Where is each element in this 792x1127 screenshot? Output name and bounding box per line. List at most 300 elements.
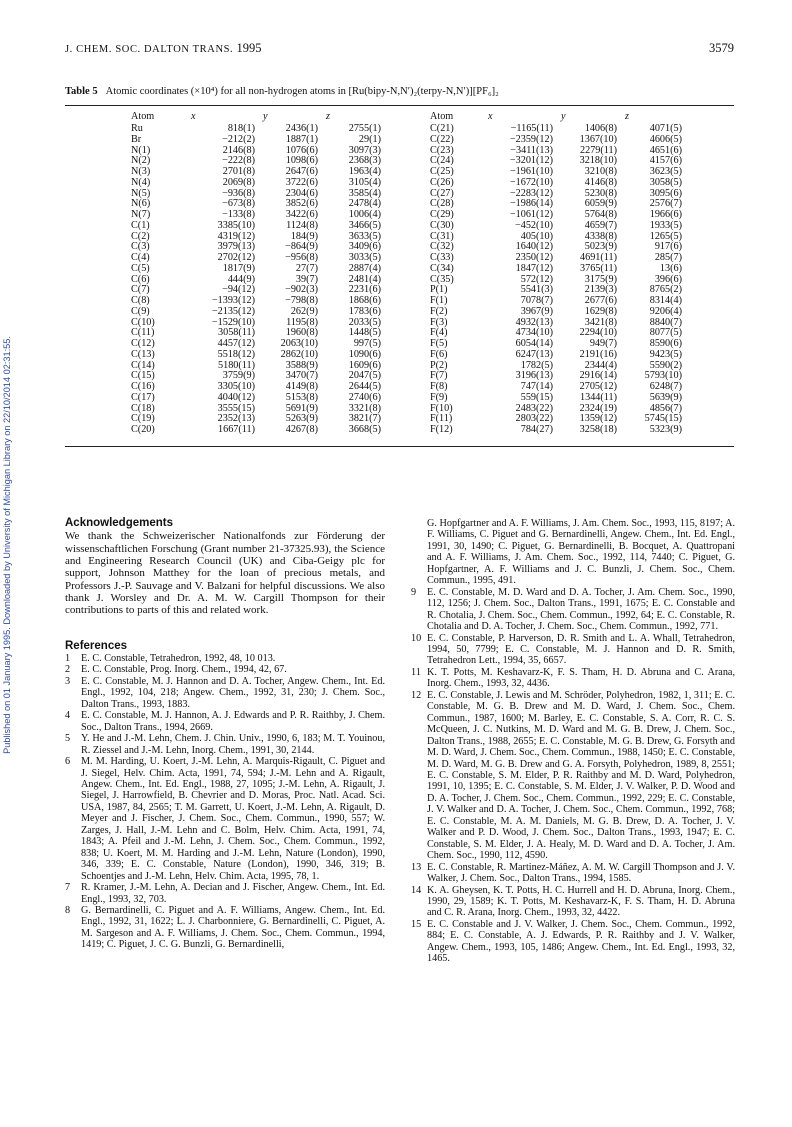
left-column <box>65 518 385 951</box>
y-coordinate: 4338(8) <box>584 230 617 242</box>
y-coordinate: −956(8) <box>285 252 318 263</box>
table-row <box>430 339 682 350</box>
reference-item <box>65 756 385 882</box>
reference-number: 2 <box>65 664 71 676</box>
table-row <box>430 189 682 200</box>
col-header-y: y <box>561 111 566 122</box>
table-row <box>131 318 381 329</box>
coordinates-table-right <box>430 110 682 436</box>
reference-number: 5 <box>65 733 71 745</box>
reference-number: 4 <box>65 710 71 722</box>
z-coordinate: 8077(5) <box>649 327 682 339</box>
y-coordinate: 1406(8) <box>584 123 617 134</box>
col-header-z: z <box>326 111 330 122</box>
table-row <box>131 339 381 350</box>
atom-label: N(3) <box>131 166 151 177</box>
table-row <box>430 178 682 189</box>
reference-text: R. Kramer, J.-M. Lehn, A. Decian and J. Fischer, Angew. Chem., Int. Ed. Engl., 1993, 32, 703. <box>81 882 385 905</box>
y-coordinate: 3422(6) <box>285 209 318 220</box>
x-coordinate: 818(1) <box>227 123 255 134</box>
atom-label: C(22) <box>430 133 454 145</box>
reference-text: G. Hopfgartner and A. F. Williams, J. Am. Chem. Soc., 1993, 115, 8197; A. F. Williams, C. Piguet and G. Bernardinelli, Angew. Chem., Int. Ed. Engl., 1991, 30, 1490; C. Piguet, G. Bernardinelli, B. Bocquet, A. Quattropani and A. F. Williams, J. Am. Chem. Soc., 1992, 114, 7440; C. Piguet, G. Hopfgartner, A. F. Williams and J. C. Bunzli, J. Chem. Soc., Chem. Commun., 1995, 491. <box>427 518 735 587</box>
table-row <box>131 232 381 243</box>
y-coordinate: 1124(8) <box>286 219 318 231</box>
x-coordinate: −94(12) <box>222 284 255 296</box>
x-coordinate: 1782(5) <box>520 359 553 371</box>
y-coordinate: 3765(11) <box>580 262 617 274</box>
z-coordinate: 4071(5) <box>649 123 682 134</box>
x-coordinate: 3058(11) <box>218 327 255 339</box>
table-row <box>131 167 381 178</box>
reference-item <box>65 882 385 905</box>
y-coordinate: 5153(8) <box>285 391 318 403</box>
z-coordinate: 5639(9) <box>649 391 682 403</box>
col-header-z: z <box>625 111 629 122</box>
reference-item <box>411 667 735 690</box>
table-row <box>430 156 682 167</box>
x-coordinate: 4040(12) <box>217 391 255 403</box>
col-header-x: x <box>488 111 493 122</box>
z-coordinate: 9206(4) <box>649 305 682 317</box>
x-coordinate: −1529(10) <box>211 316 255 328</box>
x-coordinate: −1672(10) <box>509 176 553 188</box>
atom-label: Br <box>131 133 142 145</box>
z-coordinate: 2033(5) <box>348 316 381 328</box>
table-row <box>131 350 381 361</box>
y-coordinate: 2344(4) <box>584 359 617 371</box>
y-coordinate: 3852(6) <box>285 198 318 210</box>
reference-text: E. C. Constable, M. J. Hannon, A. J. Edwards and P. R. Raithby, J. Chem. Soc., Dalton Trans., 1994, 2669. <box>81 710 385 733</box>
x-coordinate: −452(10) <box>515 219 553 231</box>
table-row <box>131 124 381 135</box>
x-coordinate: −1986(14) <box>509 198 553 210</box>
table-row <box>131 146 381 157</box>
z-coordinate: 3466(5) <box>348 219 381 231</box>
x-coordinate: 3196(13) <box>515 370 553 382</box>
x-coordinate: 4457(12) <box>217 338 255 349</box>
table-row <box>430 425 682 436</box>
atom-label: C(33) <box>430 252 454 263</box>
atom-label: C(19) <box>131 413 155 425</box>
z-coordinate: 3633(5) <box>348 230 381 242</box>
z-coordinate: 2478(4) <box>348 198 381 210</box>
x-coordinate: −212(2) <box>222 133 255 145</box>
x-coordinate: 1817(9) <box>222 262 255 274</box>
atom-label: C(16) <box>131 381 155 392</box>
z-coordinate: 2644(5) <box>348 381 381 392</box>
z-coordinate: 4856(7) <box>649 402 682 414</box>
atom-label: C(12) <box>131 338 155 349</box>
y-coordinate: 3421(8) <box>584 316 617 328</box>
atom-label: C(20) <box>131 424 155 435</box>
reference-number: 10 <box>411 632 422 644</box>
x-coordinate: 1640(12) <box>515 241 553 253</box>
z-coordinate: 8590(6) <box>649 338 682 349</box>
reference-item <box>65 676 385 710</box>
table-row <box>430 371 682 382</box>
references-heading: References <box>65 639 128 652</box>
x-coordinate: 4932(13) <box>515 316 553 328</box>
atom-label: C(24) <box>430 155 454 167</box>
table-row <box>430 328 682 339</box>
z-coordinate: 3033(5) <box>348 252 381 263</box>
y-coordinate: 2139(3) <box>584 284 617 296</box>
references-list-right <box>411 518 735 965</box>
atom-label: F(8) <box>430 381 448 392</box>
z-coordinate: 4651(6) <box>649 144 682 156</box>
reference-item <box>411 690 735 862</box>
atom-label: C(29) <box>430 209 454 220</box>
atom-label: C(13) <box>131 348 155 360</box>
y-coordinate: 2304(6) <box>285 187 318 199</box>
z-coordinate: 2368(3) <box>348 155 381 167</box>
table-row <box>131 221 381 232</box>
right-column <box>411 518 735 965</box>
atom-label: C(11) <box>131 327 155 339</box>
z-coordinate: 3623(5) <box>649 166 682 177</box>
reference-item <box>411 518 735 587</box>
z-coordinate: 2755(1) <box>348 123 381 134</box>
table-row <box>131 178 381 189</box>
y-coordinate: 2677(6) <box>584 295 617 306</box>
reference-number: 8 <box>65 904 71 916</box>
atom-label: F(5) <box>430 338 448 349</box>
table-caption <box>65 86 745 97</box>
z-coordinate: 13(6) <box>659 262 682 274</box>
y-coordinate: 949(7) <box>589 338 617 349</box>
y-coordinate: 2647(6) <box>285 166 318 177</box>
x-coordinate: 2352(13) <box>217 413 255 425</box>
x-coordinate: 3759(9) <box>222 370 255 382</box>
reference-text: E. C. Constable, Prog. Inorg. Chem., 1994, 42, 67. <box>81 664 287 676</box>
table-row <box>131 242 381 253</box>
z-coordinate: 6248(7) <box>649 381 682 392</box>
table-row <box>430 146 682 157</box>
y-coordinate: 1359(12) <box>579 413 617 425</box>
reference-text: E. C. Constable, M. J. Hannon and D. A. Tocher, Angew. Chem., Int. Ed. Engl., 1992, 104, 218; Angew. Chem., 1992, 31, 230; J. Chem. Soc., Dalton Trans., 1993, 1883. <box>81 675 385 710</box>
atom-label: F(7) <box>430 370 448 382</box>
x-coordinate: 2803(22) <box>515 413 553 425</box>
y-coordinate: 1367(10) <box>579 133 617 145</box>
y-coordinate: 2916(14) <box>579 370 617 382</box>
atom-label: F(3) <box>430 316 448 328</box>
table-row <box>430 285 682 296</box>
x-coordinate: −2359(12) <box>509 133 553 145</box>
table-bottom-rule <box>65 446 734 447</box>
z-coordinate: 3058(5) <box>649 176 682 188</box>
reference-item <box>411 862 735 885</box>
reference-number: 9 <box>411 586 417 598</box>
reference-item <box>65 664 385 675</box>
reference-number: 12 <box>411 689 422 701</box>
table-row <box>131 307 381 318</box>
atom-label: C(25) <box>430 166 454 177</box>
download-notice-sidebar <box>0 40 14 1050</box>
page-number: 3579 <box>709 41 734 55</box>
atom-label: C(17) <box>131 391 155 403</box>
z-coordinate: 2231(6) <box>348 284 381 296</box>
x-coordinate: 3979(13) <box>217 241 255 253</box>
table-row <box>131 361 381 372</box>
atom-label: N(6) <box>131 198 151 210</box>
table-row <box>131 382 381 393</box>
table-row <box>131 425 381 436</box>
atom-label: C(1) <box>131 219 150 231</box>
z-coordinate: 29(1) <box>358 133 381 145</box>
x-coordinate: −1061(12) <box>509 209 553 220</box>
x-coordinate: 6247(13) <box>515 348 553 360</box>
reference-number: 15 <box>411 918 422 930</box>
z-coordinate: 917(6) <box>654 241 682 253</box>
atom-label: C(18) <box>131 402 155 414</box>
y-coordinate: 3210(8) <box>584 166 617 177</box>
reference-item <box>411 885 735 919</box>
y-coordinate: −864(9) <box>285 241 318 253</box>
reference-item <box>411 633 735 667</box>
atom-label: C(27) <box>430 187 454 199</box>
reference-item <box>65 905 385 951</box>
atom-label: C(6) <box>131 273 150 285</box>
reference-text: K. T. Potts, M. Keshavarz-K, F. S. Tham, H. D. Abruna and C. Arana, Inorg. Chem., 1993, 32, 4436. <box>427 666 735 690</box>
reference-text: E. C. Constable, Tetrahedron, 1992, 48, 10 013. <box>81 652 276 664</box>
atom-label: P(2) <box>430 359 448 371</box>
atom-label: C(4) <box>131 252 150 263</box>
table-caption-text: Atomic coordinates (×10⁴) for all non-hydrogen atoms in [Ru(bipy-N,N′)₂(terpy-N,N′)][PF₆]₂ <box>105 86 499 97</box>
y-coordinate: 1098(6) <box>285 155 318 167</box>
journal-year: 1995 <box>236 41 262 55</box>
y-coordinate: 262(9) <box>290 305 318 317</box>
atom-label: Ru <box>131 123 143 134</box>
table-row <box>430 242 682 253</box>
reference-item <box>65 653 385 664</box>
table-row <box>131 414 381 425</box>
table-row <box>131 199 381 210</box>
table-row <box>131 189 381 200</box>
table-row <box>131 404 381 415</box>
coordinates-table-left <box>131 110 381 436</box>
reference-number: 14 <box>411 884 422 896</box>
y-coordinate: 2436(1) <box>285 123 318 134</box>
y-coordinate: 2063(10) <box>280 338 318 349</box>
table-row <box>131 275 381 286</box>
y-coordinate: 3588(9) <box>285 359 318 371</box>
table-row <box>131 253 381 264</box>
reference-text: E. C. Constable and J. V. Walker, J. Chem. Soc., Chem. Commun., 1992, 884; E. C. Constable, A. J. Edwards, P. R. Raithby and J. V. Walker, Angew. Chem., 1993, 105, 1486; Angew. Chem., Int. Ed. Engl., 1993, 32, 1465. <box>427 918 735 965</box>
x-coordinate: −222(8) <box>222 155 255 167</box>
x-coordinate: 3555(15) <box>217 402 255 414</box>
y-coordinate: 5691(9) <box>285 402 318 414</box>
atom-label: F(11) <box>430 413 453 425</box>
z-coordinate: 1933(5) <box>649 219 682 231</box>
x-coordinate: 4319(12) <box>217 230 255 242</box>
atom-label: F(6) <box>430 348 448 360</box>
table-row <box>430 167 682 178</box>
z-coordinate: 1006(4) <box>348 209 381 220</box>
z-coordinate: 4157(6) <box>649 155 682 167</box>
atom-label: N(4) <box>131 176 151 188</box>
x-coordinate: 5518(12) <box>217 348 255 360</box>
y-coordinate: 4146(8) <box>584 176 617 188</box>
x-coordinate: −2283(12) <box>509 187 553 199</box>
x-coordinate: −673(8) <box>222 198 255 210</box>
y-coordinate: 4659(7) <box>584 219 617 231</box>
x-coordinate: −936(8) <box>222 187 255 199</box>
reference-item <box>411 919 735 965</box>
table-row <box>430 393 682 404</box>
x-coordinate: 7078(7) <box>520 295 553 306</box>
col-header-atom: Atom <box>131 111 155 122</box>
atom-label: F(1) <box>430 295 448 306</box>
table-row <box>430 296 682 307</box>
z-coordinate: 2047(5) <box>348 370 381 382</box>
x-coordinate: −1165(11) <box>510 123 553 134</box>
y-coordinate: 4149(8) <box>285 381 318 392</box>
atom-label: F(9) <box>430 391 448 403</box>
table-row <box>430 221 682 232</box>
y-coordinate: 2279(11) <box>580 144 617 156</box>
y-coordinate: 4691(11) <box>580 252 617 263</box>
y-coordinate: 1344(11) <box>580 391 617 403</box>
table-row <box>430 253 682 264</box>
x-coordinate: −1961(10) <box>509 166 553 177</box>
col-header-x: x <box>191 111 196 122</box>
x-coordinate: 405(10) <box>520 230 553 242</box>
download-notice-text: Published on 01 January 1995. Downloaded by University of Michigan Library on 22/10/2014 02:31:55. <box>2 336 12 754</box>
z-coordinate: 5745(15) <box>644 413 682 425</box>
x-coordinate: −2135(12) <box>211 305 255 317</box>
z-coordinate: 2740(6) <box>348 391 381 403</box>
z-coordinate: 3095(6) <box>649 187 682 199</box>
y-coordinate: 4267(8) <box>285 424 318 435</box>
z-coordinate: 1963(4) <box>348 166 381 177</box>
x-coordinate: 2483(22) <box>515 402 553 414</box>
x-coordinate: −3411(13) <box>510 144 553 156</box>
x-coordinate: 1847(12) <box>515 262 553 274</box>
running-header <box>65 41 734 57</box>
x-coordinate: 2146(8) <box>222 144 255 156</box>
journal-name: J. CHEM. SOC. DALTON TRANS. 1995 <box>65 41 262 55</box>
y-coordinate: 3722(6) <box>285 176 318 188</box>
atom-label: C(23) <box>430 144 454 156</box>
acknowledgements-heading: Acknowledgements <box>65 517 173 529</box>
z-coordinate: 2887(4) <box>348 262 381 274</box>
table-row <box>430 124 682 135</box>
x-coordinate: 3305(10) <box>217 381 255 392</box>
atom-label: C(3) <box>131 241 150 253</box>
x-coordinate: 2701(8) <box>222 166 255 177</box>
atom-label: N(7) <box>131 209 151 220</box>
x-coordinate: −133(8) <box>222 209 255 220</box>
y-coordinate: 2294(10) <box>579 327 617 339</box>
table-row <box>430 307 682 318</box>
z-coordinate: 8765(2) <box>649 284 682 296</box>
x-coordinate: 1667(11) <box>218 424 255 435</box>
y-coordinate: 2324(19) <box>579 402 617 414</box>
z-coordinate: 2576(7) <box>649 198 682 210</box>
reference-text: E. C. Constable, J. Lewis and M. Schröder, Polyhedron, 1982, 1, 311; E. C. Constable, M. G. B. Drew and M. D. Ward, J. Chem. Soc., Chem. Commun., 1987, 1600; M. Barley, E. C. Constable, S. A. Corr, R. C. S. McQueen, J. C. Nutkins, M. D. Ward and M. G. B. Drew, J. Chem. Soc., Dalton Trans., 1988, 2655; E. C. Constable, M. G. B. Drew, G. Forsyth and M. D. Ward, J. Chem. Soc., Chem. Commun., 1988, 1450; E. C. Constable, M. D. Ward, M. G. B. Drew and G. A. Forsyth, Polyhedron, 1989, 8, 2551; E. C. Constable, S. M. Elder, P. R. Raithby and M. D. Ward, Polyhedron, 1991, 10, 1395; E. C. Constable, S. M. Elder, J. V. Walker, P. D. Wood and D. A. Tocher, J. Chem. Soc., Chem. Commun., 1992, 229; E. C. Constable, J. V. Walker and D. A. Tocher, J. Chem. Soc., Chem. Commun., 1992, 768; E. C. Constable, M. A. M. Daniels, M. G. B. Drew, D. A. Tocher, J. V. Walker and P. D. Wood, J. Chem. Soc., Dalton Trans., 1993, 1947; E. C. Constable, S. M. Elder, J. A. Healy, M. D. Ward and D. A. Tocher, J. Am. Chem. Soc., 1990, 112, 4590. <box>427 689 735 862</box>
reference-number: 6 <box>65 756 71 768</box>
y-coordinate: 5230(8) <box>584 187 617 199</box>
table-row <box>131 328 381 339</box>
y-coordinate: 3470(7) <box>285 370 318 382</box>
y-coordinate: 2191(16) <box>579 348 617 360</box>
z-coordinate: 3585(4) <box>348 187 381 199</box>
table-row <box>430 199 682 210</box>
reference-item <box>65 710 385 733</box>
y-coordinate: 5263(9) <box>285 413 318 425</box>
y-coordinate: 6059(9) <box>584 198 617 210</box>
z-coordinate: 997(5) <box>353 338 381 349</box>
z-coordinate: 1966(6) <box>649 209 682 220</box>
reference-item <box>411 587 735 633</box>
y-coordinate: 2705(12) <box>579 381 617 392</box>
table-row <box>430 414 682 425</box>
atom-label: C(8) <box>131 295 150 306</box>
y-coordinate: 39(7) <box>295 273 318 285</box>
reference-item <box>65 733 385 756</box>
table-row <box>430 350 682 361</box>
table-row <box>131 371 381 382</box>
z-coordinate: 3668(5) <box>348 424 381 435</box>
atom-label: N(5) <box>131 187 151 199</box>
reference-text: E. C. Constable, M. D. Ward and D. A. Tocher, J. Am. Chem. Soc., 1990, 112, 1256; J. Chem. Soc., Dalton Trans., 1991, 1675; E. C. Constable and R. Chotalia, J. Chem. Soc., Chem. Commun., 1992, 64; E. C. Constable, R. Chotalia and D. A. Tocher, J. Chem. Soc., Chem. Commun., 1992, 771. <box>427 586 735 633</box>
col-header-y: y <box>263 111 268 122</box>
x-coordinate: 3967(9) <box>520 305 553 317</box>
z-coordinate: 1783(6) <box>348 305 381 317</box>
atom-label: C(9) <box>131 305 150 317</box>
atom-label: C(34) <box>430 262 454 274</box>
atom-label: N(2) <box>131 155 151 167</box>
z-coordinate: 5793(10) <box>644 370 682 382</box>
z-coordinate: 3097(3) <box>348 144 381 156</box>
reference-text: G. Bernardinelli, C. Piguet and A. F. Williams, Angew. Chem., Int. Ed. Engl., 1992, 31, 1622; L. J. Charbonniere, G. Bernardinelli, C. Piguet, A. M. Sargeson and A. F. Williams, J. Chem. Soc., Chem. Commun., 1994, 1419; C. Piguet, J. C. G. Bunzli, G. Bernardinelli, <box>81 904 385 951</box>
x-coordinate: 572(12) <box>520 273 553 285</box>
table-row <box>131 135 381 146</box>
references-list-left <box>65 653 385 951</box>
atom-label: C(32) <box>430 241 454 253</box>
atom-label: C(31) <box>430 230 454 242</box>
atom-label: C(15) <box>131 370 155 382</box>
x-coordinate: 5541(3) <box>520 284 553 296</box>
table-row <box>131 285 381 296</box>
reference-text: M. M. Harding, U. Koert, J.-M. Lehn, A. Marquis-Rigault, C. Piguet and J. Siegel, Helv. Chim. Acta, 1991, 74, 594; J.-M. Lehn and A. Rigault, Angew. Chem., Int. Ed. Engl., 1988, 27, 1095; J.-M. Lehn, A. Rigault, J. Siegel, J. Harrowfield, B. Chevrier and D. Moras, Proc. Natl. Acad. Sci. USA, 1987, 84, 2565; T. M. Garrett, U. Koert, J.-M. Lehn, A. Rigault, D. Meyer and J. Fischer, J. Chem. Soc., Chem. Commun., 1990, 557; W. Zarges, J. Hall, J.-M. Lehn and C. Bolm, Helv. Chim. Acta, 1991, 74, 1843; A. Pfeil and J.-M. Lehn, J. Chem. Soc., Chem. Commun., 1992, 838; U. Koert, M. M. Harding and J.-M. Lehn, Nature (London), 1990, 346, 339; E. C. Constable, Nature (London), 1990, 346, 319; B. Schoentjes and J.-M. Lehn, Helv. Chim. Acta, 1995, 78, 1. <box>81 756 385 882</box>
atom-label: F(4) <box>430 327 448 339</box>
z-coordinate: 9423(5) <box>649 348 682 360</box>
atom-label: C(10) <box>131 316 155 328</box>
atom-label: C(35) <box>430 273 454 285</box>
x-coordinate: 4734(10) <box>515 327 553 339</box>
reference-number: 13 <box>411 861 422 873</box>
y-coordinate: 5023(9) <box>584 241 617 253</box>
z-coordinate: 4606(5) <box>649 133 682 145</box>
reference-text: Y. He and J.-M. Lehn, Chem. J. Chin. Univ., 1990, 6, 183; M. T. Youinou, R. Ziessel and J.-M. Lehn, Inorg. Chem., 1991, 30, 2144. <box>81 733 385 756</box>
atom-label: N(1) <box>131 144 151 156</box>
z-coordinate: 3321(8) <box>348 402 381 414</box>
acknowledgements-text: We thank the Schweizerischer Nationalfonds zur Förderung der wissenschaftlichen Forschung (Grant number 21-37325.93), the Science and Engineering Research Council (UK) and Ciba-Geigy plc for support, Johnson Matthey for the loan of precious metals, and Professors J.-P. Sauvage and V. Balzani for helpful discussions. We also thank J. Worsley and Dr. A. M. W. Cargill Thompson for their contributions to parts of this and related work. <box>65 530 385 617</box>
z-coordinate: 285(7) <box>654 252 682 263</box>
atom-label: F(10) <box>430 402 453 414</box>
atom-label: C(21) <box>430 123 454 134</box>
z-coordinate: 1448(5) <box>348 327 381 339</box>
x-coordinate: −3201(12) <box>509 155 553 167</box>
table-row <box>430 264 682 275</box>
atom-label: F(2) <box>430 305 448 317</box>
z-coordinate: 5590(2) <box>649 359 682 371</box>
table-row <box>131 156 381 167</box>
y-coordinate: 1076(6) <box>285 144 318 156</box>
x-coordinate: 6054(14) <box>515 338 553 349</box>
reference-number: 1 <box>65 652 71 664</box>
